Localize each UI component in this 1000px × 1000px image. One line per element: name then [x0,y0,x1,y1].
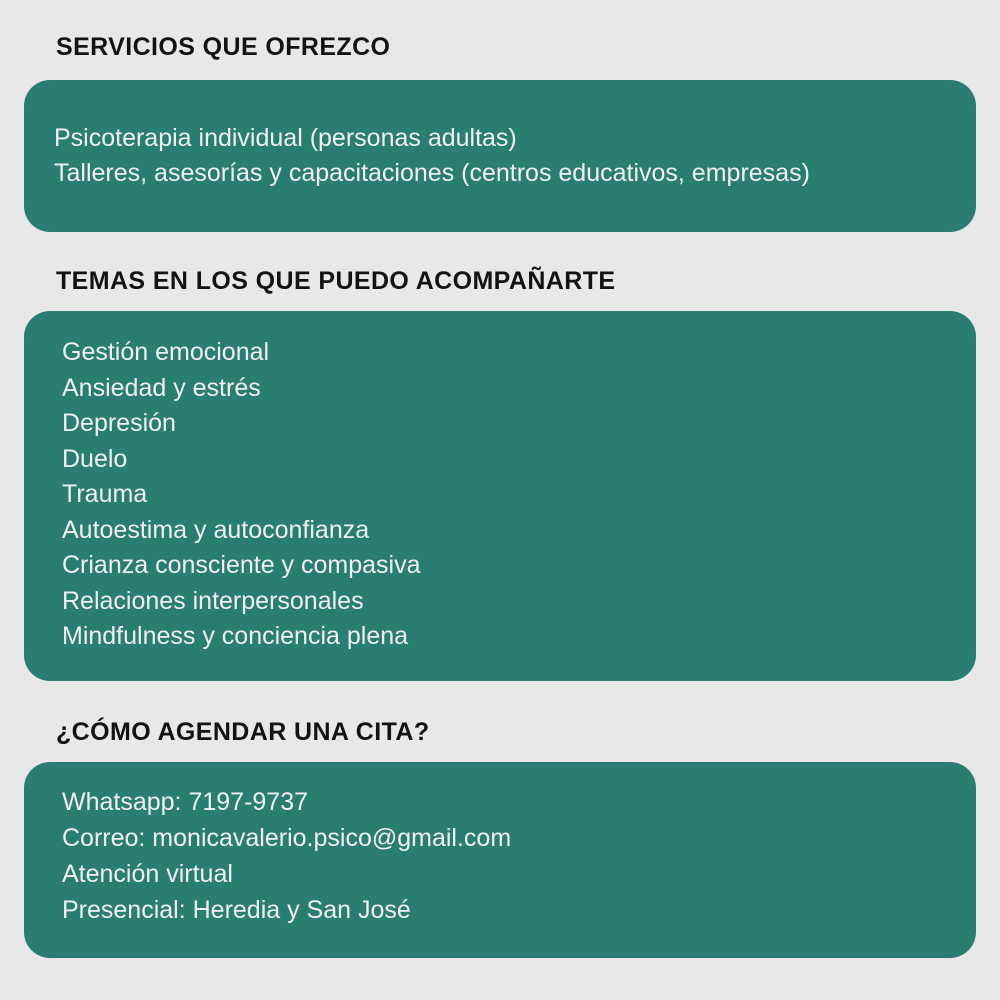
topics-heading: TEMAS EN LOS QUE PUEDO ACOMPAÑARTE [56,266,616,295]
topic-item: Ansiedad y estrés [62,373,261,402]
topic-item: Duelo [62,444,128,473]
services-line: Talleres, asesorías y capacitaciones (centros educativos, empresas) [54,158,810,187]
topic-item: Mindfulness y conciencia plena [62,622,409,650]
topic-item: Gestión emocional [62,338,270,366]
topic-item: Relaciones interpersonales [62,586,364,615]
contact-virtual: Atención virtual [62,860,233,888]
topic-item: Trauma [62,480,148,508]
services-line: Psicoterapia individual (personas adultas) [54,123,517,152]
contact-inperson: Presencial: Heredia y San José [62,896,411,924]
topics-card [24,311,976,681]
appointment-heading: ¿CÓMO AGENDAR UNA CITA? [56,717,430,746]
topic-item: Crianza consciente y compasiva [62,551,421,579]
services-heading: SERVICIOS QUE OFREZCO [56,33,391,61]
topic-item: Depresión [62,409,176,437]
contact-whatsapp: Whatsapp: 7197-9737 [62,788,309,816]
topic-item: Autoestima y autoconfianza [62,515,370,544]
services-card [24,80,976,232]
contact-email: Correo: monicavalerio.psico@gmail.com [62,824,512,852]
contact-card [24,762,976,958]
